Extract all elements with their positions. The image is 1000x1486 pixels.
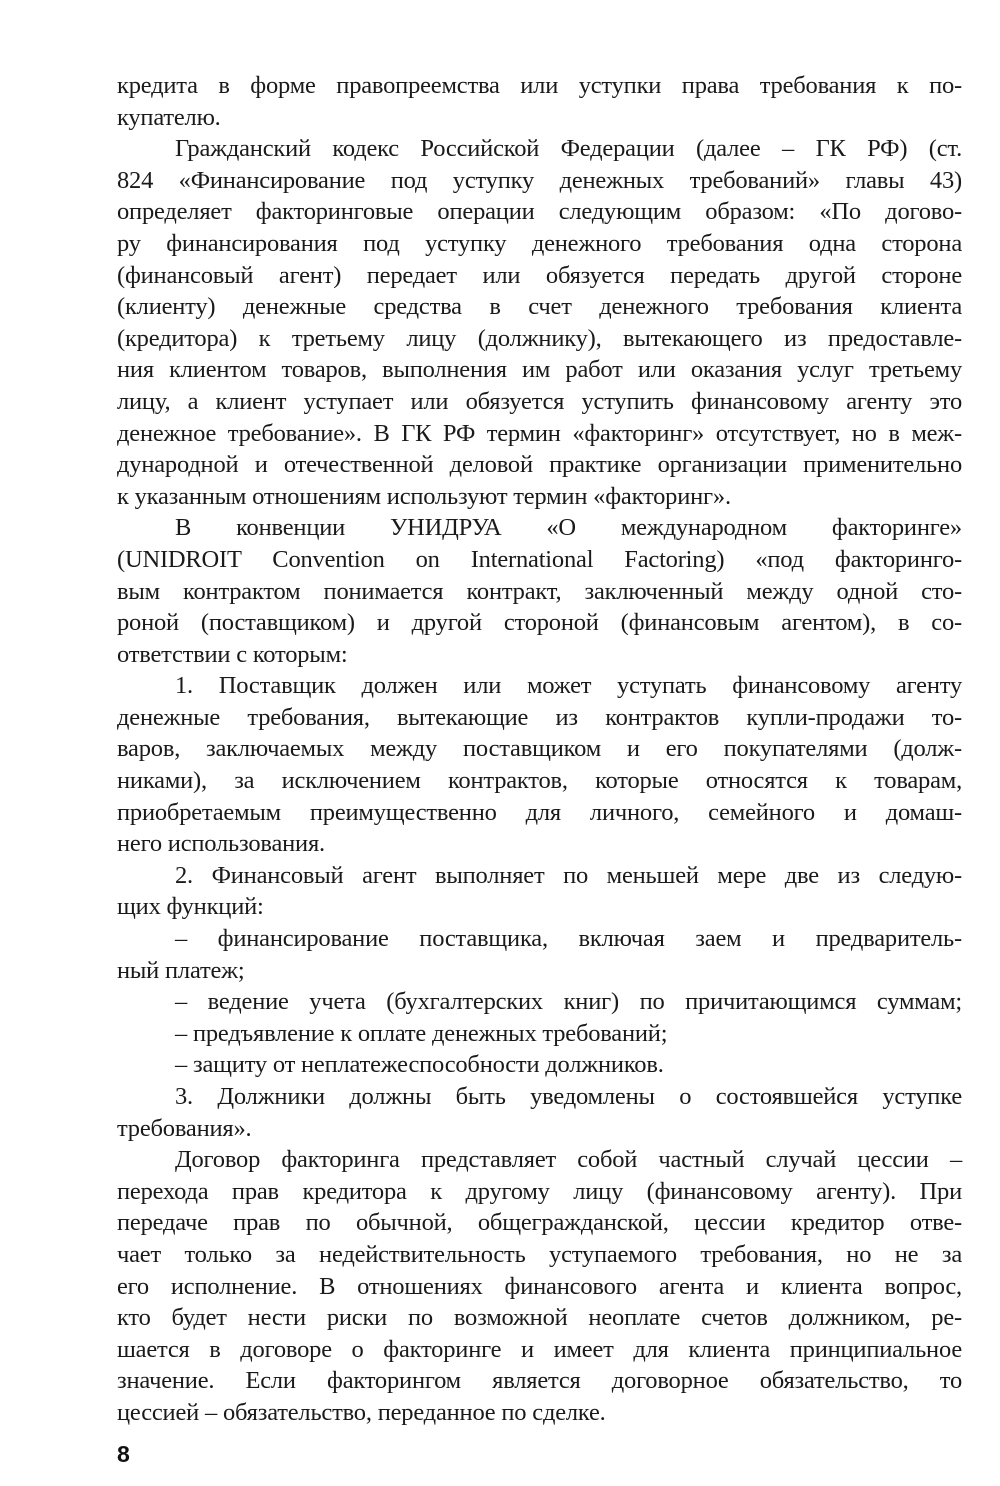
text-line: его исполнение. В отношениях финансового агента и клиента вопрос, xyxy=(117,1272,962,1300)
text-line: 824 «Финансирование под уступку денежных требований» главы 43) xyxy=(117,166,962,194)
text-line: 2. Финансовый агент выполняет по меньшей мере две из следую- xyxy=(175,861,962,889)
text-line: определяет факторинговые операции следующим образом: «По догово- xyxy=(117,198,962,226)
text-line: – ведение учета (бухгалтерских книг) по причитающимся суммам; xyxy=(175,988,962,1016)
dash-item xyxy=(117,1018,962,1050)
text-line: В конвенции УНИДРУА «О международном факторинге» xyxy=(175,514,962,542)
text-line: Договор факторинга представляет собой частный случай цессии – xyxy=(175,1146,962,1174)
text-line: ответствии с которым: xyxy=(117,640,348,668)
body-text xyxy=(117,70,962,1429)
text-line: дународной и отечественной деловой практике организации применительно xyxy=(117,451,962,479)
text-line: кто будет нести риски по возможной неоплате счетов должником, ре- xyxy=(117,1304,962,1332)
text-line: значение. Если факторингом является договорное обязательство, то xyxy=(117,1367,962,1395)
text-line: ру финансирования под уступку денежного требования одна сторона xyxy=(117,229,962,257)
text-line: вым контрактом понимается контракт, заключенный между одной сто- xyxy=(117,577,962,605)
text-line: ния клиентом товаров, выполнения им работ или оказания услуг третьему xyxy=(117,356,962,384)
text-line: денежные требования, вытекающие из контрактов купли-продажи то- xyxy=(117,703,962,731)
text-line: 1. Поставщик должен или может уступать финансовому агенту xyxy=(175,672,962,700)
dash-item xyxy=(117,1049,962,1081)
dash-item xyxy=(117,986,962,1018)
text-line: требования». xyxy=(117,1114,252,1142)
paragraph xyxy=(117,512,962,670)
text-line: передаче прав по обычной, общегражданской, цессии кредитор отве- xyxy=(117,1209,962,1237)
text-line: никами), за исключением контрактов, которые относятся к товарам, xyxy=(117,767,962,795)
text-line: роной (поставщиком) и другой стороной (финансовым агентом), в со- xyxy=(117,609,962,637)
text-line: лицу, а клиент уступает или обязуется уступить финансовому агенту это xyxy=(117,387,962,415)
text-line: (клиенту) денежные средства в счет денежного требования клиента xyxy=(117,293,962,321)
text-line: – предъявление к оплате денежных требований; xyxy=(175,1019,668,1047)
numbered-item-2 xyxy=(117,860,962,923)
numbered-item-3 xyxy=(117,1081,962,1144)
text-line: – защиту от неплатежеспособности должников. xyxy=(175,1051,664,1079)
text-line: ный платеж; xyxy=(117,956,245,984)
text-line: (финансовый агент) передает или обязуется передать другой стороне xyxy=(117,261,962,289)
text-line: приобретаемым преимущественно для личного, семейного и домаш- xyxy=(117,798,962,826)
text-line: кредита в форме правопреемства или уступки права требования к по- xyxy=(117,72,962,99)
text-line: к указанным отношениям используют термин «факторинг». xyxy=(117,482,731,510)
text-line: шается в договоре о факторинге и имеет для клиента принципиальное xyxy=(117,1335,962,1363)
text-line: него использования. xyxy=(117,830,325,858)
text-line: чает только за недействительность уступаемого требования, но не за xyxy=(117,1240,962,1268)
text-line: варов, заключаемых между поставщиком и его покупателями (долж- xyxy=(117,735,962,763)
paragraph xyxy=(117,70,962,133)
numbered-item-1 xyxy=(117,670,962,860)
text-line: цессией – обязательство, переданное по сделке. xyxy=(117,1398,606,1426)
text-line: денежное требование». В ГК РФ термин «факторинг» отсутствует, но в меж- xyxy=(117,419,962,447)
page-number: 8 xyxy=(117,1441,130,1467)
text-line: (UNIDROIT Convention on International Factoring) «под факторинго- xyxy=(117,545,962,573)
text-line: купателю. xyxy=(117,103,221,131)
text-line: 3. Должники должны быть уведомлены о состоявшейся уступке xyxy=(175,1083,962,1110)
paragraph xyxy=(117,133,962,512)
dash-item xyxy=(117,923,962,986)
paragraph xyxy=(117,1144,962,1428)
text-line: перехода прав кредитора к другому лицу (финансовому агенту). При xyxy=(117,1177,962,1205)
text-line: – финансирование поставщика, включая заем и предваритель- xyxy=(175,925,962,953)
text-line: (кредитора) к третьему лицу (должнику), вытекающего из предоставле- xyxy=(117,324,962,352)
text-line: щих функций: xyxy=(117,893,264,921)
text-line: Гражданский кодекс Российской Федерации (далее – ГК РФ) (ст. xyxy=(175,135,962,163)
